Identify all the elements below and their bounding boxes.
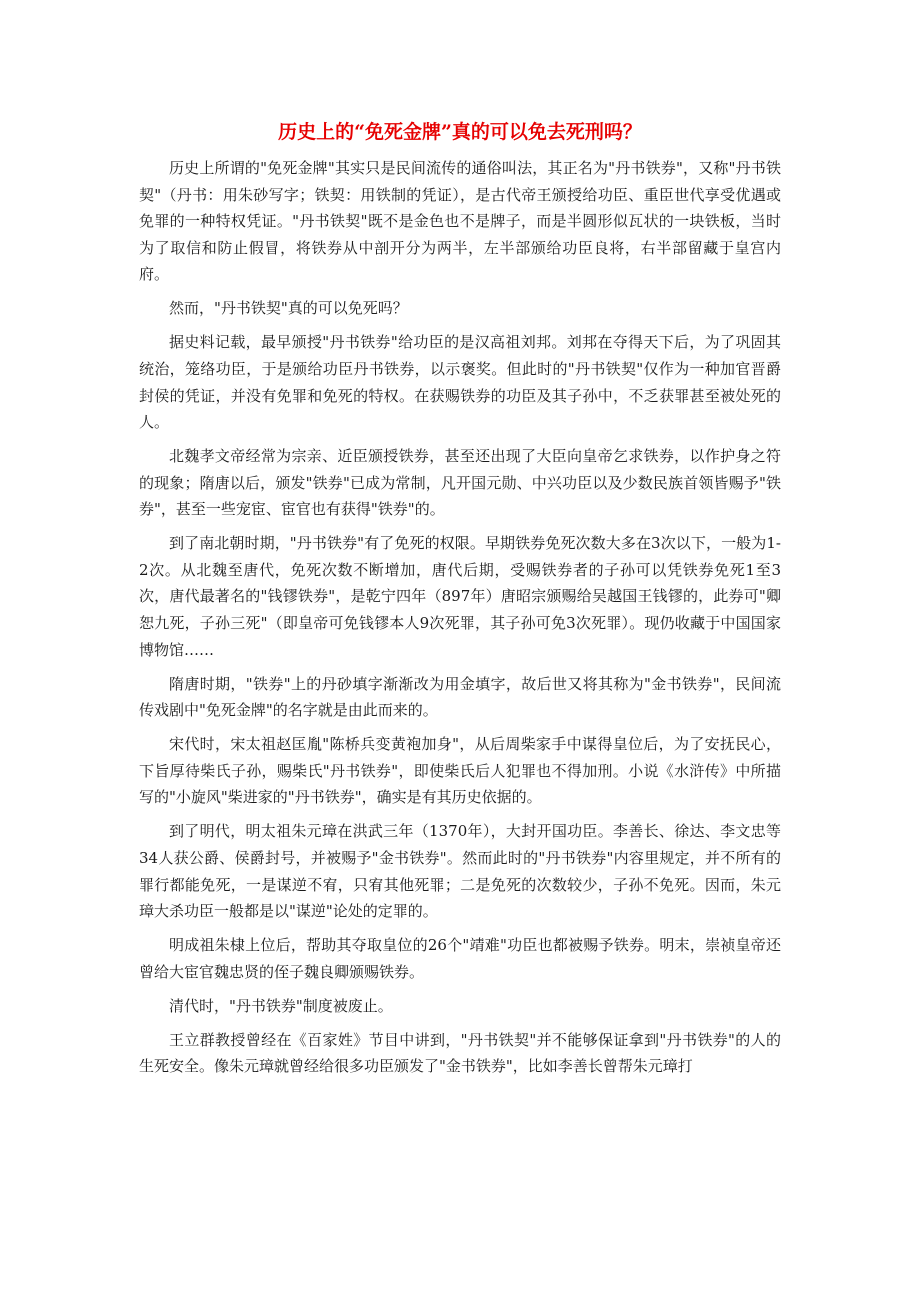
- paragraph-qing-dynasty: 清代时，"丹书铁券"制度被废止。: [169, 996, 393, 1015]
- paragraph-northern-wei: 北魏孝文帝经常为宗亲、近臣颁授铁券，甚至还出现了大臣向皇帝乞求铁券，以作护身之符的现象；隋唐以后，颁发"铁券"已成为常制，凡开国元勋、中兴功臣以及少数民族首领皆赐予"铁券"，甚至一些宠宦、宦官也有获得"铁券"的。: [139, 447, 781, 519]
- paragraph-wang-liqun: 王立群教授曾经在《百家姓》节目中讲到，"丹书铁契"并不能够保证拿到"丹书铁券"的人的生死安全。像朱元璋就曾经给很多功臣颁发了"金书铁券"，比如李善长曾帮朱元璋打: [139, 1030, 781, 1076]
- article-title: 历史上的“免死金牌”真的可以免去死刑吗？: [278, 121, 642, 143]
- paragraph-song-dynasty: 宋代时，宋太祖赵匡胤"陈桥兵变黄袍加身"，从后周柴家手中谋得皇位后，为了安抚民心，下旨厚待柴氏子孙，赐柴氏"丹书铁券"，即使柴氏后人犯罪也不得加刑。小说《水浒传》中所描写的"小旋风"柴进家的"丹书铁券"，确实是有其历史依据的。: [139, 735, 781, 807]
- paragraph-question: 然而，"丹书铁契"真的可以免死吗？: [169, 299, 408, 318]
- paragraph-intro: 历史上所谓的"免死金牌"其实只是民间流传的通俗叫法，其正名为"丹书铁券"，又称"丹书铁契"（丹书：用朱砂写字；铁契：用铁制的凭证），是古代帝王颁授给功臣、重臣世代享受优遇或免罪的一种特权凭证。"丹书铁契"既不是金色也不是牌子，而是半圆形似瓦状的一块铁板，当时为了取信和防止假冒，将铁券从中剖开分为两半，左半部颁给功臣良将，右半部留藏于皇宫内府。: [139, 159, 781, 284]
- paragraph-sui-tang: 隋唐时期，"铁券"上的丹砂填字渐渐改为用金填字，故后世又将其称为"金书铁券"，民间流传戏剧中"免死金牌"的名字就是由此而来的。: [139, 674, 781, 720]
- paragraph-ming-chengzu: 明成祖朱棣上位后，帮助其夺取皇位的26个"靖难"功臣也都被赐予铁券。明末，崇祯皇帝还曾给大宦官魏忠贤的侄子魏良卿颁赐铁券。: [139, 936, 781, 981]
- article-body: [139, 155, 781, 1087]
- paragraph-han-dynasty: 据史料记载，最早颁授"丹书铁券"给功臣的是汉高祖刘邦。刘邦在夺得天下后，为了巩固其统治，笼络功臣，于是颁给功臣丹书铁券，以示褒奖。但此时的"丹书铁契"仅作为一种加官晋爵封侯的凭证，并没有免罪和免死的特权。在获赐铁券的功臣及其子孙中，不乏获罪甚至被处死的人。: [139, 333, 781, 432]
- paragraph-southern-northern: 到了南北朝时期，"丹书铁券"有了免死的权限。早期铁券免死次数大多在3次以下，一般为1-2次。从北魏至唐代，免死次数不断增加，唐代后期，受赐铁券者的子孙可以凭铁券免死1至3次，唐代最著名的"钱镠铁券"，是乾宁四年（897年）唐昭宗颁赐给吴越国王钱镠的，此券可"卿恕九死，子孙三死"（即皇帝可免钱镠本人9次死罪，其子孙可免3次死罪）。现仍收藏于中国国家博物馆……: [139, 534, 781, 659]
- paragraph-ming-dynasty: 到了明代，明太祖朱元璋在洪武三年（1370年），大封开国功臣。李善长、徐达、李文忠等34人获公爵、侯爵封号，并被赐予"金书铁券"。然而此时的"丹书铁券"内容里规定，并不所有的罪行都能免死，一是谋逆不宥，只宥其他死罪；二是免死的次数较少，子孙不免死。因而，朱元璋大杀功臣一般都是以"谋逆"论处的定罪的。: [139, 822, 781, 921]
